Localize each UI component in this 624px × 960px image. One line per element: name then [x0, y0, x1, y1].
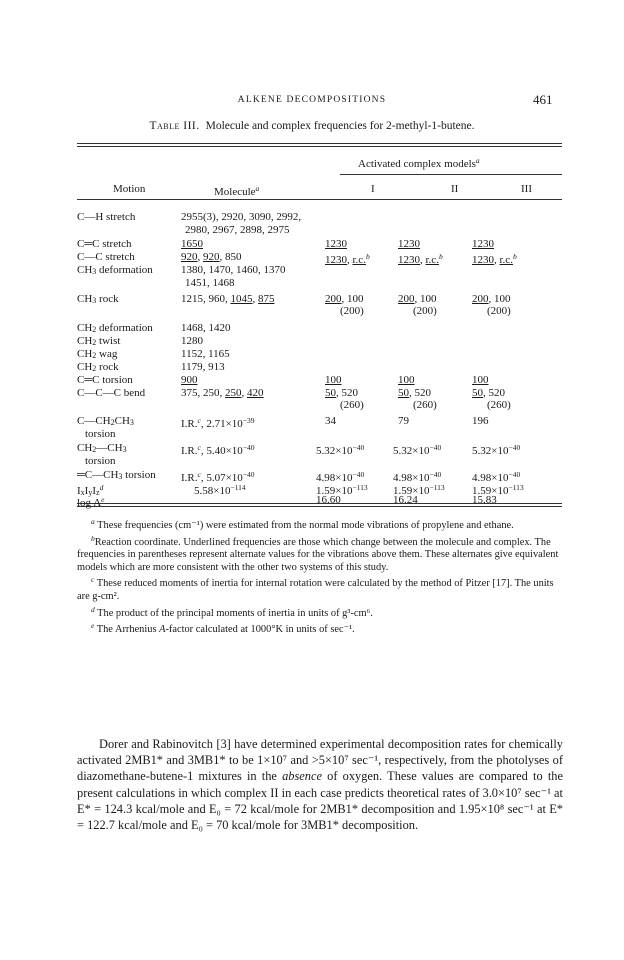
row-model-2: 1230 [398, 238, 420, 250]
row-model-1: 16.60 [316, 494, 341, 506]
row-model-3: 1230 [472, 238, 494, 250]
row-model-2: 1230, r.c.$^b$ [398, 252, 443, 266]
col-model-2: II [451, 183, 459, 195]
row-model-3: 200, 100 [472, 293, 511, 305]
row-molecule: 1280 [181, 335, 203, 347]
row-molecule: 920, 920, 850 [181, 251, 242, 263]
footnote-e: $^e$ The Arrhenius A-factor calculated at 1000°K in units of sec⁻¹. [91, 621, 355, 636]
row-model-1: $1.59\times 10^{-113}$ [316, 483, 368, 497]
row-model-3: $1.59\times 10^{-113}$ [472, 483, 524, 497]
table-bottom-rule-2 [77, 506, 562, 507]
footnote-a: $^a$ These frequencies (cm⁻¹) were estimated from the normal mode vibrations of propylene and ethane. [91, 517, 514, 531]
row-motion: C═C stretch [77, 238, 132, 250]
col-model-1: I [371, 183, 375, 195]
row-motion: ═C—CH3 torsion [77, 469, 156, 481]
row-model-3: $5.32\times 10^{-40}$ [472, 443, 521, 457]
row-model-1-alt: (260) [340, 399, 364, 411]
row-model-1-alt: (200) [340, 305, 364, 317]
row-molecule-cont: 1451, 1468 [185, 277, 235, 289]
column-header-rule [77, 199, 562, 200]
row-model-1: 100 [325, 374, 342, 386]
row-model-2: $5.32\times 10^{-40}$ [393, 443, 442, 457]
row-molecule: 1179, 913 [181, 361, 225, 373]
page-number: 461 [533, 92, 553, 107]
row-model-3: 1230, r.c.$^b$ [472, 252, 517, 266]
row-molecule: 1380, 1470, 1460, 1370 [181, 264, 286, 276]
footnote-c: $^c$ These reduced moments of inertia for internal rotation were calculated by the method of Pitzer [17]. The units are g-cm². [77, 575, 554, 602]
table-top-rule [77, 143, 562, 144]
row-model-3-alt: (260) [487, 399, 511, 411]
row-motion: C—CH2CH3 [77, 415, 134, 427]
row-molecule: 900 [181, 374, 198, 386]
row-model-1: 200, 100 [325, 293, 364, 305]
body-paragraph: Dorer and Rabinovitch [3] have determined experimental decomposition rates for chemically activated 2MB1* and 3MB1* to be 1×10⁷ and >5×10⁷ sec⁻¹, respectively, from the photolyses of diazomethane-butene-1 mixtures in the absence of oxygen. These values are compared to the present calculations in which complex II in each case predicts theoretical rates of 3.0×10⁷ sec⁻¹ at E* = 124.3 kcal/mole and E₀ = 72 kcal/mole for 2MB1* decomposition and 1.95×10⁸ sec⁻¹ at E* = 122.7 kcal/mole and E₀ = 70 kcal/mole for 3MB1* decomposition. [77, 737, 563, 833]
running-title: ALKENE DECOMPOSITIONS [237, 95, 387, 105]
row-molecule: I.R.$^c$, $5.40\times 10^{-40}$ [181, 443, 255, 457]
row-model-1: 34 [325, 415, 336, 427]
row-molecule: $5.58\times 10^{-114}$ [194, 483, 246, 497]
row-motion: IxIyIz$^d$ [77, 483, 104, 497]
row-motion: C═C torsion [77, 374, 133, 386]
row-motion: CH2 wag [77, 348, 118, 360]
row-molecule: 1650 [181, 238, 203, 250]
row-motion: CH2 deformation [77, 322, 153, 334]
group-header-rule [340, 174, 562, 175]
row-model-2: $1.59\times 10^{-113}$ [393, 483, 445, 497]
group-header: Activated complex models$^a$ [358, 156, 480, 170]
row-molecule: 2955(3), 2920, 3090, 2992, [181, 211, 302, 223]
row-model-3: 50, 520 [472, 387, 505, 399]
row-model-2: 200, 100 [398, 293, 437, 305]
row-model-1: 1230 [325, 238, 347, 250]
table-caption-text: Molecule and complex frequencies for 2-methyl-1-butene. [205, 120, 475, 132]
row-motion: CH2—CH3 [77, 442, 127, 454]
col-motion: Motion [113, 183, 146, 195]
col-molecule: Molecule$^a$ [214, 184, 260, 198]
row-motion: CH3 deformation [77, 264, 153, 276]
row-model-2-alt: (200) [413, 305, 437, 317]
row-model-3: 100 [472, 374, 489, 386]
row-motion: C—H stretch [77, 211, 136, 223]
row-model-1: $4.98\times 10^{-40}$ [316, 470, 365, 484]
row-molecule-cont: 2980, 2967, 2898, 2975 [185, 224, 290, 236]
row-motion: CH2 rock [77, 361, 119, 373]
row-model-1: $5.32\times 10^{-40}$ [316, 443, 365, 457]
row-model-3: 15.83 [472, 494, 497, 506]
row-motion: C—C—C bend [77, 387, 146, 399]
row-model-2: 100 [398, 374, 415, 386]
row-motion: CH2 twist [77, 335, 121, 347]
row-model-2: 16.24 [393, 494, 418, 506]
table-label: Table III. [149, 120, 200, 132]
row-model-3: $4.98\times 10^{-40}$ [472, 470, 521, 484]
row-molecule: I.R.$^c$, $5.07\times 10^{-40}$ [181, 470, 255, 484]
col-model-3: III [521, 183, 532, 195]
row-molecule: 1152, 1165 [181, 348, 230, 360]
row-molecule: I.R.$^c$, $2.71\times 10^{-39}$ [181, 416, 255, 430]
row-molecule: 1215, 960, 1045, 875 [181, 293, 275, 305]
row-model-3: 196 [472, 415, 489, 427]
row-model-2-alt: (260) [413, 399, 437, 411]
row-molecule: 375, 250, 250, 420 [181, 387, 264, 399]
row-motion-cont: torsion [85, 428, 116, 440]
row-model-2: $4.98\times 10^{-40}$ [393, 470, 442, 484]
row-molecule: 1468, 1420 [181, 322, 231, 334]
row-model-1: 50, 520 [325, 387, 358, 399]
row-model-2: 50, 520 [398, 387, 431, 399]
table-top-rule-2 [77, 146, 562, 147]
row-motion-cont: torsion [85, 455, 116, 467]
row-motion: C—C stretch [77, 251, 135, 263]
table-caption [0, 120, 624, 132]
footnote-b: $^b$Reaction coordinate. Underlined frequencies are those which change between the molecule and complex. The frequencies in parentheses represent alternate values for the vibrations above them. These alternates give equivalent models which are more consistent with the other two systems of this study. [77, 533, 559, 573]
row-model-3-alt: (200) [487, 305, 511, 317]
row-motion: CH3 rock [77, 293, 119, 305]
row-motion: $\log A^e$ [77, 495, 105, 509]
footnotes [77, 516, 563, 637]
row-model-1: 1230, r.c.$^b$ [325, 252, 370, 266]
footnote-d: $^d$ The product of the principal moments of inertia in units of g³-cm⁶. [91, 604, 373, 619]
row-model-2: 79 [398, 415, 409, 427]
